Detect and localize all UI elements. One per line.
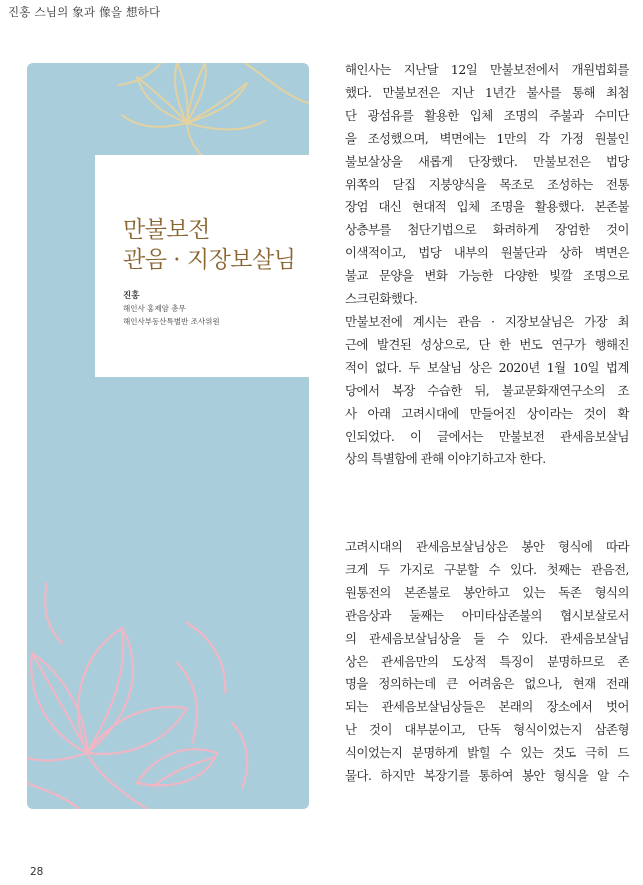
text-line: 인되었다. 이 글에서는 만불보전 관세음보살님 (345, 428, 629, 444)
text-line: 불보살상을 새롭게 단장했다. 만불보전은 법당 (345, 153, 629, 169)
text-line: 크게 두 가지로 구분할 수 있다. 첫째는 관음전, (345, 561, 629, 577)
author-affiliation-2: 해인사부동산특별반 조사위원 (123, 317, 220, 326)
text-line: 원통전의 본존불로 봉안하고 있는 독존 형식의 (345, 584, 629, 600)
author-block (123, 290, 220, 328)
text-line: 불교 문양을 변화 가능한 다양한 빛깔 조명으로 (345, 268, 629, 284)
text-line: 난 것이 대부분이고, 단독 형식이었는지 삼존형 (345, 722, 629, 738)
text-line: 적이 없다. 두 보살님 상은 2020년 1월 10일 법계 (345, 359, 629, 375)
text-line: 상층부를 첨단기법으로 화려하게 장엄한 것이 (345, 222, 629, 238)
article-title-line-2: 관음 · 지장보살님 (123, 247, 296, 273)
text-line: 만불보전에 계시는 관음 · 지장보살님은 가장 최 (345, 313, 629, 329)
body-paragraph-1 (345, 59, 629, 471)
text-line: 고려시대의 관세음보살님상은 봉안 형식에 따라 (345, 539, 629, 554)
author-affiliation-1: 해인사 홍제암 총무 (123, 304, 186, 313)
text-line: 당에서 복장 수습한 뒤, 불교문화재연구소의 조 (345, 382, 629, 398)
text-line: 을 조성했으며, 벽면에는 1만의 각 가정 원불인 (345, 130, 629, 146)
text-line: 의 관세음보살님상을 들 수 있다. 관세음보살님 (345, 630, 629, 646)
text-line: 해인사는 지난달 12일 만불보전에서 개원법회를 (345, 62, 629, 77)
text-line: 관음상과 둘째는 아미타삼존불의 협시보살로서 (345, 607, 629, 623)
text-line: 단 광섬유를 활용한 입체 조명의 주불과 수미단 (345, 107, 629, 123)
text-line: 식이었는지 분명하게 밝힐 수 있는 것도 극히 드 (345, 745, 629, 761)
running-header: 진홍 스님의 象과 像을 想하다 (8, 5, 161, 19)
text-line: 상은 관세음만의 도상적 특징이 분명하므로 존 (345, 653, 629, 669)
text-line: 사 아래 고려시대에 만들어진 상이라는 것이 확 (345, 405, 629, 421)
text-line: 스크린화했다. (345, 291, 418, 307)
author-name: 진홍 (123, 291, 140, 301)
text-line: 상의 특별함에 관해 이야기하고자 한다. (345, 451, 546, 467)
text-line: 물다. 하지만 복장기를 통하여 봉안 형식을 알 수 (345, 768, 629, 784)
body-paragraph-2 (345, 536, 629, 788)
text-line: 위쪽의 닫집 지붕양식을 목조로 조성하는 전통 (345, 176, 629, 192)
text-line: 했다. 만불보전은 지난 1년간 불사를 통해 최첨 (345, 84, 629, 100)
text-line: 되는 관세음보살님상들은 본래의 장소에서 벗어 (345, 699, 629, 715)
text-line: 장엄 대신 현대적 입체 조명을 활용했다. 본존불 (345, 199, 629, 215)
article-title-line-1: 만불보전 (123, 217, 210, 243)
title-card (95, 155, 317, 377)
text-line: 명을 정의하는데 큰 어려움은 없으나, 현재 전래 (345, 676, 629, 692)
page-number: 28 (30, 866, 44, 878)
pink-lotus-flower (27, 583, 247, 809)
gold-lotus-flower (119, 63, 309, 163)
text-line: 근에 발견된 성상으로, 단 한 번도 연구가 행해진 (345, 336, 629, 352)
text-line: 이색적이고, 법당 내부의 원불단과 상하 벽면은 (345, 245, 629, 261)
